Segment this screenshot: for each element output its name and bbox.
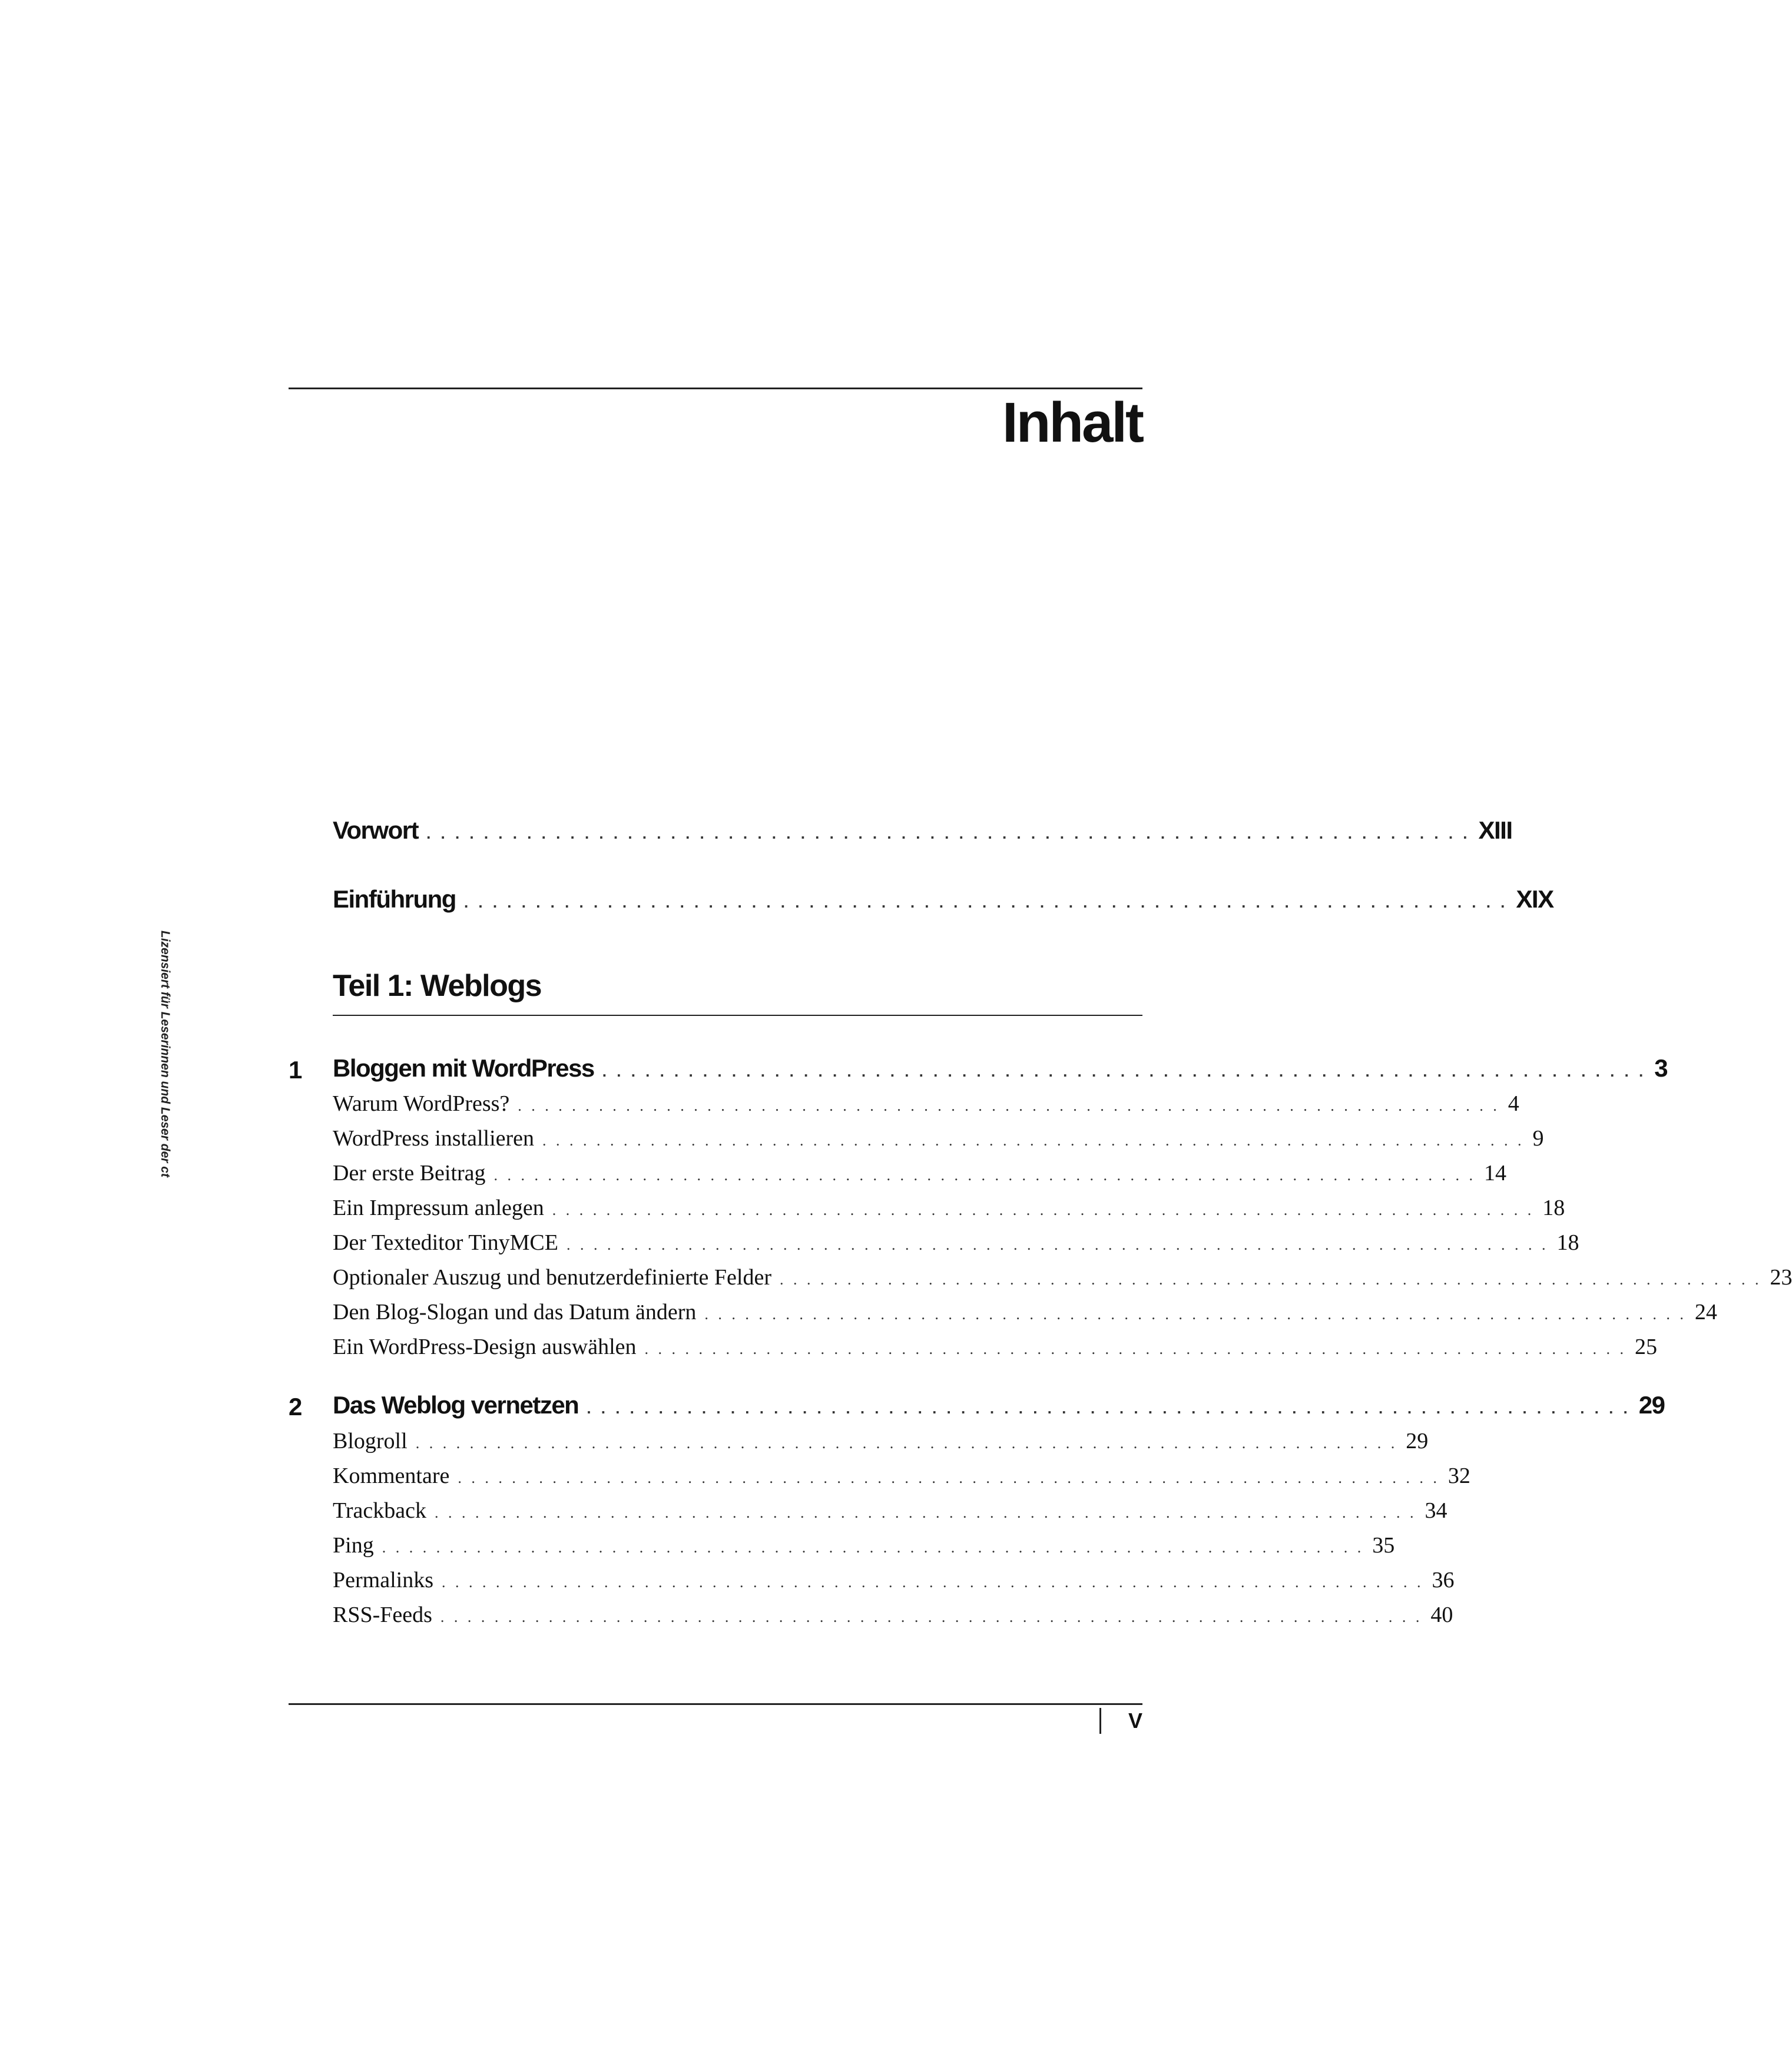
toc-section[interactable] — [333, 1195, 1565, 1221]
toc-section[interactable] — [333, 1125, 1544, 1151]
dot-leader: . . . . . . . . . . . . . . . . . . . . . . . . . . . . . . . . . . . . . . . . . . . . . . . . . . . . . . . . . . . . . . . . . . . . . . . . . — [463, 893, 1508, 911]
toc-entry-label: Ping — [333, 1533, 374, 1558]
folio-bar — [1099, 1708, 1101, 1734]
chapter-number: 2 — [289, 1393, 303, 1421]
part-title: Teil 1: Weblogs — [333, 969, 542, 1003]
toc-entry-page: 29 — [1406, 1429, 1429, 1454]
dot-leader: . . . . . . . . . . . . . . . . . . . . . . . . . . . . . . . . . . . . . . . . . . . . . . . . . . . . . . . . . . . . . . . . . . . . . . . . . — [415, 1435, 1398, 1452]
toc-entry-page: 29 — [1638, 1391, 1665, 1419]
toc-section[interactable] — [333, 1428, 1429, 1454]
dot-leader: . . . . . . . . . . . . . . . . . . . . . . . . . . . . . . . . . . . . . . . . . . . . . . . . . . . . . . . . . . . . . . . . . . . . . . . . . — [441, 1574, 1424, 1591]
toc-entry-label: Optionaler Auszug und benutzerdefinierte Felder — [333, 1265, 771, 1290]
chapter-number: 1 — [289, 1056, 303, 1084]
side-note: Lizensiert für Leserinnen und Leser der ct — [158, 931, 172, 1177]
toc-entry-label: Der erste Beitrag — [333, 1161, 486, 1186]
toc-entry-page: 14 — [1484, 1161, 1507, 1186]
toc-entry-label: RSS-Feeds — [333, 1603, 432, 1627]
dot-leader: . . . . . . . . . . . . . . . . . . . . . . . . . . . . . . . . . . . . . . . . . . . . . . . . . . . . . . . . . . . . . . . . . . . . . . . . . — [602, 1062, 1647, 1080]
toc-entry-page: XIII — [1478, 816, 1512, 844]
toc-entry-page: 4 — [1508, 1091, 1519, 1116]
toc-entry-label: Einführung — [333, 885, 456, 913]
page-title: Inhalt — [1002, 391, 1142, 454]
dot-leader: . . . . . . . . . . . . . . . . . . . . . . . . . . . . . . . . . . . . . . . . . . . . . . . . . . . . . . . . . . . . . . . . . . . . . . . . . — [567, 1236, 1549, 1253]
toc-section[interactable] — [333, 1463, 1470, 1489]
dot-leader: . . . . . . . . . . . . . . . . . . . . . . . . . . . . . . . . . . . . . . . . . . . . . . . . . . . . . . . . . . . . . . . . . . . . . . . . . — [426, 825, 1470, 842]
toc-entry-label: Den Blog-Slogan und das Datum ändern — [333, 1300, 697, 1325]
toc-section[interactable] — [333, 1160, 1507, 1186]
dot-leader: . . . . . . . . . . . . . . . . . . . . . . . . . . . . . . . . . . . . . . . . . . . . . . . . . . . . . . . . . . . . . . . . . . . . . . . . . — [518, 1097, 1500, 1114]
dot-leader: . . . . . . . . . . . . . . . . . . . . . . . . . . . . . . . . . . . . . . . . . . . . . . . . . . . . . . . . . . . . . . . . . . . . . . . . . — [382, 1539, 1364, 1556]
toc-entry-label: Ein WordPress-Design auswählen — [333, 1335, 637, 1359]
toc-entry-page: 18 — [1542, 1196, 1565, 1220]
toc-section[interactable] — [333, 1567, 1455, 1593]
toc-entry-page: 23 — [1770, 1265, 1792, 1290]
toc-section[interactable] — [333, 1091, 1519, 1117]
part-rule — [333, 1015, 1142, 1016]
toc-entry-page: XIX — [1516, 885, 1553, 913]
dot-leader: . . . . . . . . . . . . . . . . . . . . . . . . . . . . . . . . . . . . . . . . . . . . . . . . . . . . . . . . . . . . . . . . . . . . . . . . . — [458, 1469, 1440, 1486]
dot-leader: . . . . . . . . . . . . . . . . . . . . . . . . . . . . . . . . . . . . . . . . . . . . . . . . . . . . . . . . . . . . . . . . . . . . . . . . . — [542, 1132, 1525, 1149]
toc-entry-page: 24 — [1694, 1300, 1717, 1325]
toc-entry-page: 3 — [1654, 1054, 1668, 1082]
page-number — [1099, 1708, 1142, 1734]
toc-entry-einfuehrung[interactable] — [333, 885, 1553, 913]
toc-entry-vorwort[interactable] — [333, 816, 1512, 845]
toc-entry-label: Bloggen mit WordPress — [333, 1054, 594, 1082]
toc-entry-page: 40 — [1430, 1603, 1453, 1627]
dot-leader: . . . . . . . . . . . . . . . . . . . . . . . . . . . . . . . . . . . . . . . . . . . . . . . . . . . . . . . . . . . . . . . . . . . . . . . . . — [493, 1167, 1476, 1184]
toc-entry-label: Trackback — [333, 1498, 426, 1523]
toc-chapter-2[interactable] — [333, 1391, 1665, 1419]
dot-leader: . . . . . . . . . . . . . . . . . . . . . . . . . . . . . . . . . . . . . . . . . . . . . . . . . . . . . . . . . . . . . . . . . . . . . . . . . — [552, 1201, 1535, 1219]
toc-entry-page: 25 — [1635, 1335, 1657, 1359]
toc-entry-label: Vorwort — [333, 816, 419, 844]
toc-section[interactable] — [333, 1532, 1395, 1558]
toc-entry-label: WordPress installieren — [333, 1126, 535, 1151]
top-rule — [289, 388, 1142, 389]
toc-section[interactable] — [333, 1334, 1657, 1360]
toc-entry-page: 34 — [1425, 1498, 1447, 1523]
dot-leader: . . . . . . . . . . . . . . . . . . . . . . . . . . . . . . . . . . . . . . . . . . . . . . . . . . . . . . . . . . . . . . . . . . . . . . . . . — [779, 1271, 1762, 1288]
dot-leader: . . . . . . . . . . . . . . . . . . . . . . . . . . . . . . . . . . . . . . . . . . . . . . . . . . . . . . . . . . . . . . . . . . . . . . . . . — [440, 1608, 1423, 1625]
toc-entry-page: 36 — [1432, 1568, 1455, 1592]
page-number-text: V — [1128, 1709, 1142, 1733]
toc-entry-label: Ein Impressum anlegen — [333, 1196, 544, 1220]
toc-entry-label: Kommentare — [333, 1464, 450, 1488]
toc-entry-page: 9 — [1532, 1126, 1544, 1151]
toc-section[interactable] — [333, 1602, 1453, 1628]
dot-leader: . . . . . . . . . . . . . . . . . . . . . . . . . . . . . . . . . . . . . . . . . . . . . . . . . . . . . . . . . . . . . . . . . . . . . . . . . — [587, 1399, 1631, 1417]
toc-section[interactable] — [333, 1264, 1792, 1290]
toc-section[interactable] — [333, 1230, 1579, 1256]
dot-leader: . . . . . . . . . . . . . . . . . . . . . . . . . . . . . . . . . . . . . . . . . . . . . . . . . . . . . . . . . . . . . . . . . . . . . . . . . — [435, 1504, 1417, 1521]
dot-leader: . . . . . . . . . . . . . . . . . . . . . . . . . . . . . . . . . . . . . . . . . . . . . . . . . . . . . . . . . . . . . . . . . . . . . . . . . — [644, 1340, 1627, 1358]
toc-entry-label: Das Weblog vernetzen — [333, 1391, 579, 1419]
dot-leader: . . . . . . . . . . . . . . . . . . . . . . . . . . . . . . . . . . . . . . . . . . . . . . . . . . . . . . . . . . . . . . . . . . . . . . . . . — [704, 1306, 1687, 1323]
toc-section[interactable] — [333, 1498, 1447, 1524]
toc-entry-label: Warum WordPress? — [333, 1091, 510, 1116]
toc-entry-label: Permalinks — [333, 1568, 433, 1592]
toc-entry-label: Blogroll — [333, 1429, 408, 1454]
toc-entry-label: Der Texteditor TinyMCE — [333, 1230, 558, 1255]
toc-chapter-1[interactable] — [333, 1054, 1668, 1082]
toc-entry-page: 18 — [1556, 1230, 1579, 1255]
toc-entry-page: 35 — [1372, 1533, 1395, 1558]
toc-section[interactable] — [333, 1299, 1717, 1325]
bottom-rule — [289, 1703, 1142, 1705]
toc-entry-page: 32 — [1447, 1464, 1470, 1488]
